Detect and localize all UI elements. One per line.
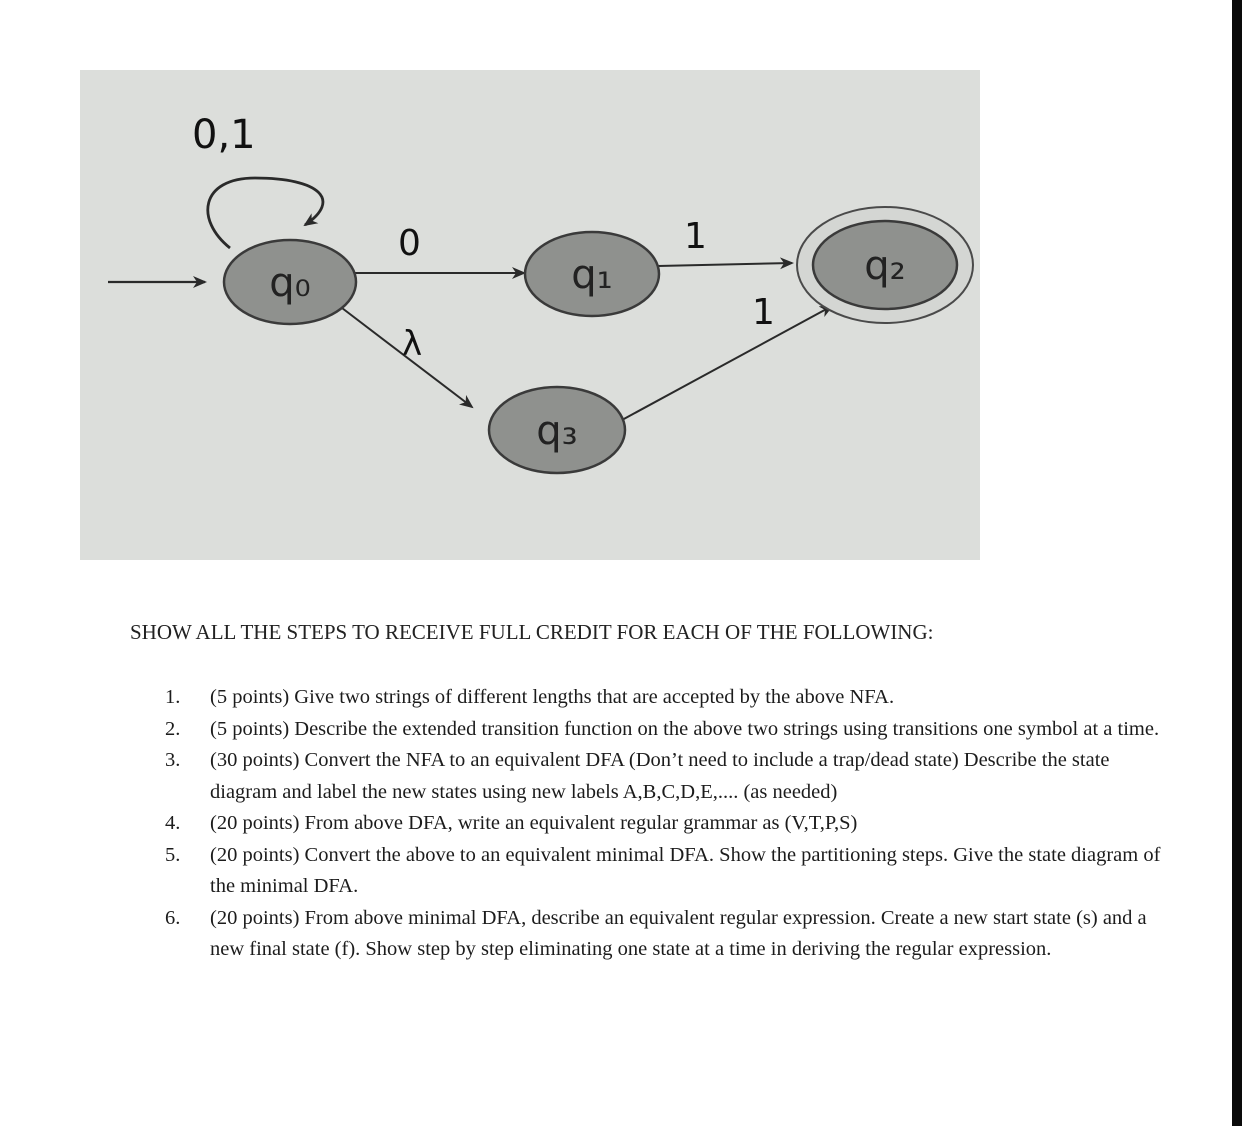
list-item <box>165 682 1165 714</box>
state-label-q3: q₃ <box>536 408 578 454</box>
edge-label-self-loop: 0,1 <box>192 112 256 158</box>
edge-q3-q2 <box>622 306 832 420</box>
question-text: (5 points) Give two strings of different lengths that are accepted by the above NFA. <box>210 686 895 708</box>
self-loop-q0 <box>208 178 323 248</box>
list-item <box>165 840 1165 903</box>
question-number: 1. <box>165 686 181 708</box>
state-label-q1: q₁ <box>571 252 613 298</box>
nfa-diagram-svg <box>80 70 980 560</box>
state-q2 <box>797 207 973 323</box>
question-text: (20 points) From above DFA, write an equivalent regular grammar as (V,T,P,S) <box>210 812 858 834</box>
question-text: (5 points) Describe the extended transition function on the above two strings using transitions one symbol at a time. <box>210 717 1160 740</box>
nfa-diagram <box>80 70 980 560</box>
question-number: 5. <box>165 843 181 866</box>
edge-label-q0-q3: λ <box>402 324 423 364</box>
question-number: 3. <box>165 749 181 771</box>
question-text: (20 points) Convert the above to an equivalent minimal DFA. Show the partitioning steps. Give the state diagram of the minimal DFA. <box>210 843 1161 897</box>
state-q3 <box>489 387 625 473</box>
state-q1 <box>525 232 659 316</box>
list-item <box>165 714 1165 746</box>
list-item <box>165 745 1165 808</box>
question-number: 2. <box>165 717 181 740</box>
instructions-heading: SHOW ALL THE STEPS TO RECEIVE FULL CREDIT FOR EACH OF THE FOLLOWING: <box>130 620 934 644</box>
edge-label-q3-q2: 1 <box>752 292 775 333</box>
edge-label-q0-q1: 0 <box>398 223 421 264</box>
edge-label-q1-q2: 1 <box>684 216 707 257</box>
question-list <box>165 682 1165 966</box>
question-text: (20 points) From above minimal DFA, describe an equivalent regular expression. Create a new start state (s) and a new final state (f). Show step by step eliminating one state at a time in deriving the regular expression. <box>210 906 1147 960</box>
question-number: 4. <box>165 812 181 834</box>
question-text: (30 points) Convert the NFA to an equivalent DFA (Don’t need to include a trap/dead state) Describe the state diagram and label the new states using new labels A,B,C,D,E,.... (as needed) <box>210 749 1110 803</box>
state-label-q0: q₀ <box>269 260 311 306</box>
right-edge-border <box>1232 0 1242 1126</box>
state-label-q2: q₂ <box>864 243 906 289</box>
state-q0 <box>224 240 356 324</box>
edge-q1-q2 <box>658 263 792 266</box>
list-item <box>165 808 1165 840</box>
question-number: 6. <box>165 906 181 929</box>
list-item <box>165 903 1165 966</box>
